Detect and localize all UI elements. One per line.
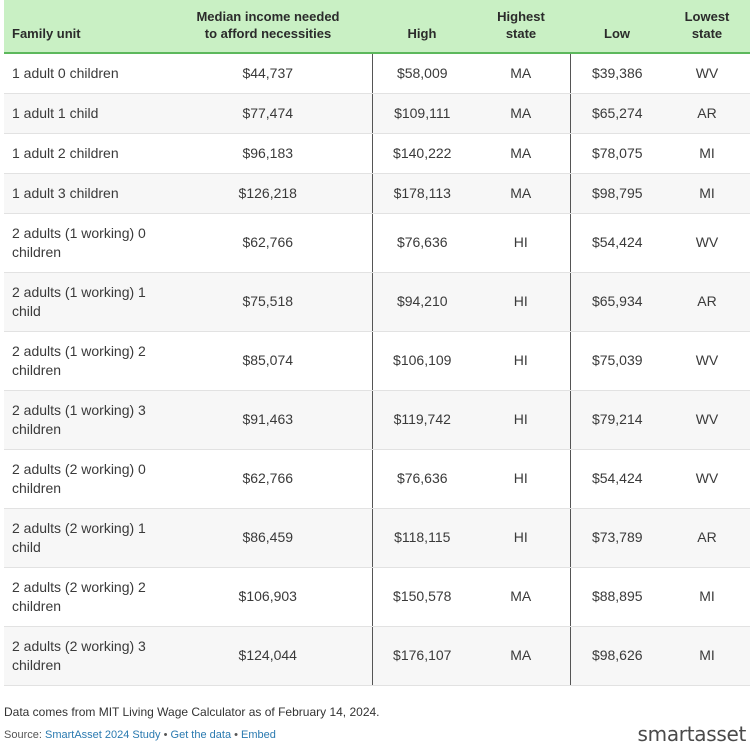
cell-family-unit: 1 adult 1 child bbox=[4, 93, 164, 133]
cell-highest-state: HI bbox=[472, 449, 570, 508]
cell-low: $65,934 bbox=[570, 272, 664, 331]
cell-family-unit: 1 adult 0 children bbox=[4, 53, 164, 93]
table-body bbox=[4, 53, 750, 685]
cell-high: $176,107 bbox=[372, 626, 472, 685]
cell-family-unit: 2 adults (1 working) 1 child bbox=[4, 272, 164, 331]
header-median-income: Median income needed to afford necessities bbox=[164, 0, 372, 53]
table-row bbox=[4, 449, 750, 508]
cell-low: $65,274 bbox=[570, 93, 664, 133]
cell-lowest-state: WV bbox=[664, 213, 750, 272]
table-header-row bbox=[4, 0, 750, 53]
cell-high: $94,210 bbox=[372, 272, 472, 331]
cell-lowest-state: WV bbox=[664, 390, 750, 449]
cell-median-income: $91,463 bbox=[164, 390, 372, 449]
get-data-link[interactable]: Get the data bbox=[170, 729, 232, 741]
cell-low: $39,386 bbox=[570, 53, 664, 93]
header-lowest-state: Lowest state bbox=[664, 0, 750, 53]
cell-lowest-state: AR bbox=[664, 508, 750, 567]
cell-low: $98,626 bbox=[570, 626, 664, 685]
source-line bbox=[4, 729, 276, 741]
cell-lowest-state: MI bbox=[664, 567, 750, 626]
source-label: Source: bbox=[4, 729, 42, 741]
data-note: Data comes from MIT Living Wage Calculator as of February 14, 2024. bbox=[4, 705, 380, 719]
cell-family-unit: 2 adults (1 working) 0 children bbox=[4, 213, 164, 272]
header-low: Low bbox=[570, 0, 664, 53]
cell-highest-state: HI bbox=[472, 508, 570, 567]
table-row bbox=[4, 567, 750, 626]
cell-family-unit: 2 adults (2 working) 2 children bbox=[4, 567, 164, 626]
cell-low: $54,424 bbox=[570, 213, 664, 272]
living-wage-table bbox=[4, 0, 750, 686]
table-row bbox=[4, 272, 750, 331]
table-row bbox=[4, 93, 750, 133]
cell-low: $88,895 bbox=[570, 567, 664, 626]
cell-median-income: $62,766 bbox=[164, 213, 372, 272]
cell-low: $54,424 bbox=[570, 449, 664, 508]
cell-median-income: $126,218 bbox=[164, 173, 372, 213]
cell-high: $140,222 bbox=[372, 133, 472, 173]
cell-median-income: $77,474 bbox=[164, 93, 372, 133]
cell-median-income: $44,737 bbox=[164, 53, 372, 93]
cell-lowest-state: MI bbox=[664, 133, 750, 173]
cell-highest-state: HI bbox=[472, 331, 570, 390]
cell-highest-state: HI bbox=[472, 390, 570, 449]
header-highest-state: Highest state bbox=[472, 0, 570, 53]
cell-high: $76,636 bbox=[372, 449, 472, 508]
cell-highest-state: HI bbox=[472, 213, 570, 272]
smartasset-logo[interactable]: smartasset bbox=[637, 722, 746, 746]
cell-highest-state: MA bbox=[472, 173, 570, 213]
table-row bbox=[4, 331, 750, 390]
cell-lowest-state: WV bbox=[664, 331, 750, 390]
cell-family-unit: 2 adults (1 working) 3 children bbox=[4, 390, 164, 449]
cell-low: $75,039 bbox=[570, 331, 664, 390]
header-high: High bbox=[372, 0, 472, 53]
table-row bbox=[4, 390, 750, 449]
cell-lowest-state: MI bbox=[664, 173, 750, 213]
cell-median-income: $96,183 bbox=[164, 133, 372, 173]
cell-median-income: $62,766 bbox=[164, 449, 372, 508]
cell-family-unit: 2 adults (1 working) 2 children bbox=[4, 331, 164, 390]
table-row bbox=[4, 133, 750, 173]
cell-family-unit: 2 adults (2 working) 3 children bbox=[4, 626, 164, 685]
cell-low: $73,789 bbox=[570, 508, 664, 567]
cell-lowest-state: WV bbox=[664, 449, 750, 508]
cell-high: $119,742 bbox=[372, 390, 472, 449]
table-row bbox=[4, 508, 750, 567]
cell-high: $109,111 bbox=[372, 93, 472, 133]
cell-low: $98,795 bbox=[570, 173, 664, 213]
cell-highest-state: HI bbox=[472, 272, 570, 331]
cell-median-income: $75,518 bbox=[164, 272, 372, 331]
cell-high: $58,009 bbox=[372, 53, 472, 93]
cell-family-unit: 1 adult 2 children bbox=[4, 133, 164, 173]
cell-high: $106,109 bbox=[372, 331, 472, 390]
cell-high: $118,115 bbox=[372, 508, 472, 567]
cell-family-unit: 2 adults (2 working) 0 children bbox=[4, 449, 164, 508]
cell-lowest-state: AR bbox=[664, 272, 750, 331]
cell-highest-state: MA bbox=[472, 53, 570, 93]
table-row bbox=[4, 173, 750, 213]
header-family-unit: Family unit bbox=[4, 0, 164, 53]
cell-low: $79,214 bbox=[570, 390, 664, 449]
data-table-container bbox=[4, 0, 750, 686]
cell-low: $78,075 bbox=[570, 133, 664, 173]
cell-high: $178,113 bbox=[372, 173, 472, 213]
cell-highest-state: MA bbox=[472, 626, 570, 685]
cell-lowest-state: AR bbox=[664, 93, 750, 133]
cell-median-income: $85,074 bbox=[164, 331, 372, 390]
cell-family-unit: 1 adult 3 children bbox=[4, 173, 164, 213]
cell-lowest-state: MI bbox=[664, 626, 750, 685]
cell-median-income: $124,044 bbox=[164, 626, 372, 685]
cell-high: $150,578 bbox=[372, 567, 472, 626]
cell-high: $76,636 bbox=[372, 213, 472, 272]
cell-highest-state: MA bbox=[472, 93, 570, 133]
table-row bbox=[4, 213, 750, 272]
source-study-link[interactable]: SmartAsset 2024 Study bbox=[44, 729, 161, 741]
cell-median-income: $86,459 bbox=[164, 508, 372, 567]
cell-highest-state: MA bbox=[472, 567, 570, 626]
separator: • bbox=[231, 729, 242, 741]
embed-link[interactable]: Embed bbox=[241, 729, 276, 741]
table-row bbox=[4, 53, 750, 93]
separator: • bbox=[160, 729, 171, 741]
cell-median-income: $106,903 bbox=[164, 567, 372, 626]
cell-lowest-state: WV bbox=[664, 53, 750, 93]
cell-highest-state: MA bbox=[472, 133, 570, 173]
table-row bbox=[4, 626, 750, 685]
cell-family-unit: 2 adults (2 working) 1 child bbox=[4, 508, 164, 567]
